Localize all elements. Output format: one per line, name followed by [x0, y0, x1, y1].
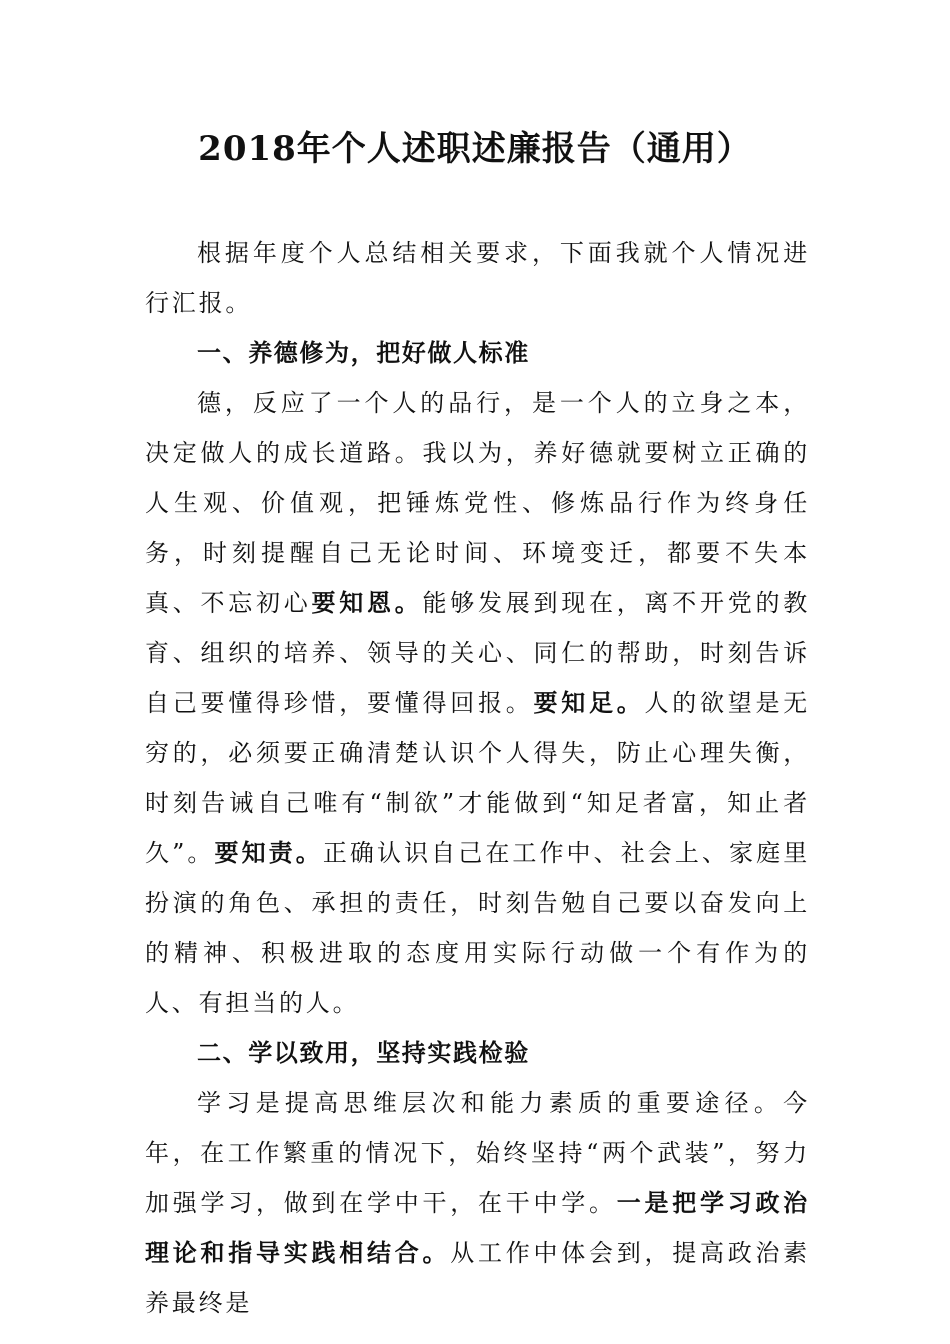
section-1-text-2: 人的欲望是无穷的，必须要正确清楚认识个人得失，防止心理失衡，时刻告诫自己唯有“制欲”才能做到“知足者富，知止者久”。 [145, 689, 811, 867]
section-heading-2: 二、学以致用，坚持实践检验 [197, 1039, 530, 1067]
section-1-bold-1: 要知恩。 [311, 588, 423, 617]
section-1-text-a: 德，反应了一个人的品行，是一个人的立身之本，决定做人的成长道路。我以为，养好德就要树立正确的人生观、价值观，把锤炼党性、修炼品行作为终身任务，时刻提醒自己无论时间、环境变迁，都要不失本真、不忘初心 [145, 389, 810, 617]
section-2-text-a: 学习是提高思维层次和能力素质的重要途径。今年，在工作繁重的情况下，始终坚持“两个武装”，努力加强学习，做到在学中干，在干中学。 [145, 1089, 810, 1217]
document-title: 2018年个人述职述廉报告（通用） [198, 129, 752, 169]
section-1-text-3: 正确认识自己在工作中、社会上、家庭里扮演的角色、承担的责任，时刻告勉自己要以奋发向上的精神、积极进取的态度用实际行动做一个有作为的人、有担当的人。 [145, 839, 811, 1017]
section-1-text-1: 能够发展到现在，离不开党的教育、组织的培养、领导的关心、同仁的帮助，时刻告诉自己要懂得珍惜，要懂得回报。 [145, 589, 810, 717]
section-2-bold-1: 一是把学习政治理论和指导实践相结合。 [145, 1188, 810, 1267]
section-2-text-1: 从工作中体会到，提高政治素养最终是 [145, 1239, 810, 1317]
section-1-paragraph [145, 378, 810, 1028]
section-heading-1: 一、养德修为，把好做人标准 [197, 339, 530, 367]
document-body [145, 228, 810, 1328]
section-2-paragraph [145, 1078, 810, 1328]
intro-paragraph: 根据年度个人总结相关要求，下面我就个人情况进行汇报。 [145, 239, 810, 317]
section-1-bold-2: 要知足。 [533, 688, 645, 717]
section-1-bold-3: 要知责。 [214, 838, 323, 867]
